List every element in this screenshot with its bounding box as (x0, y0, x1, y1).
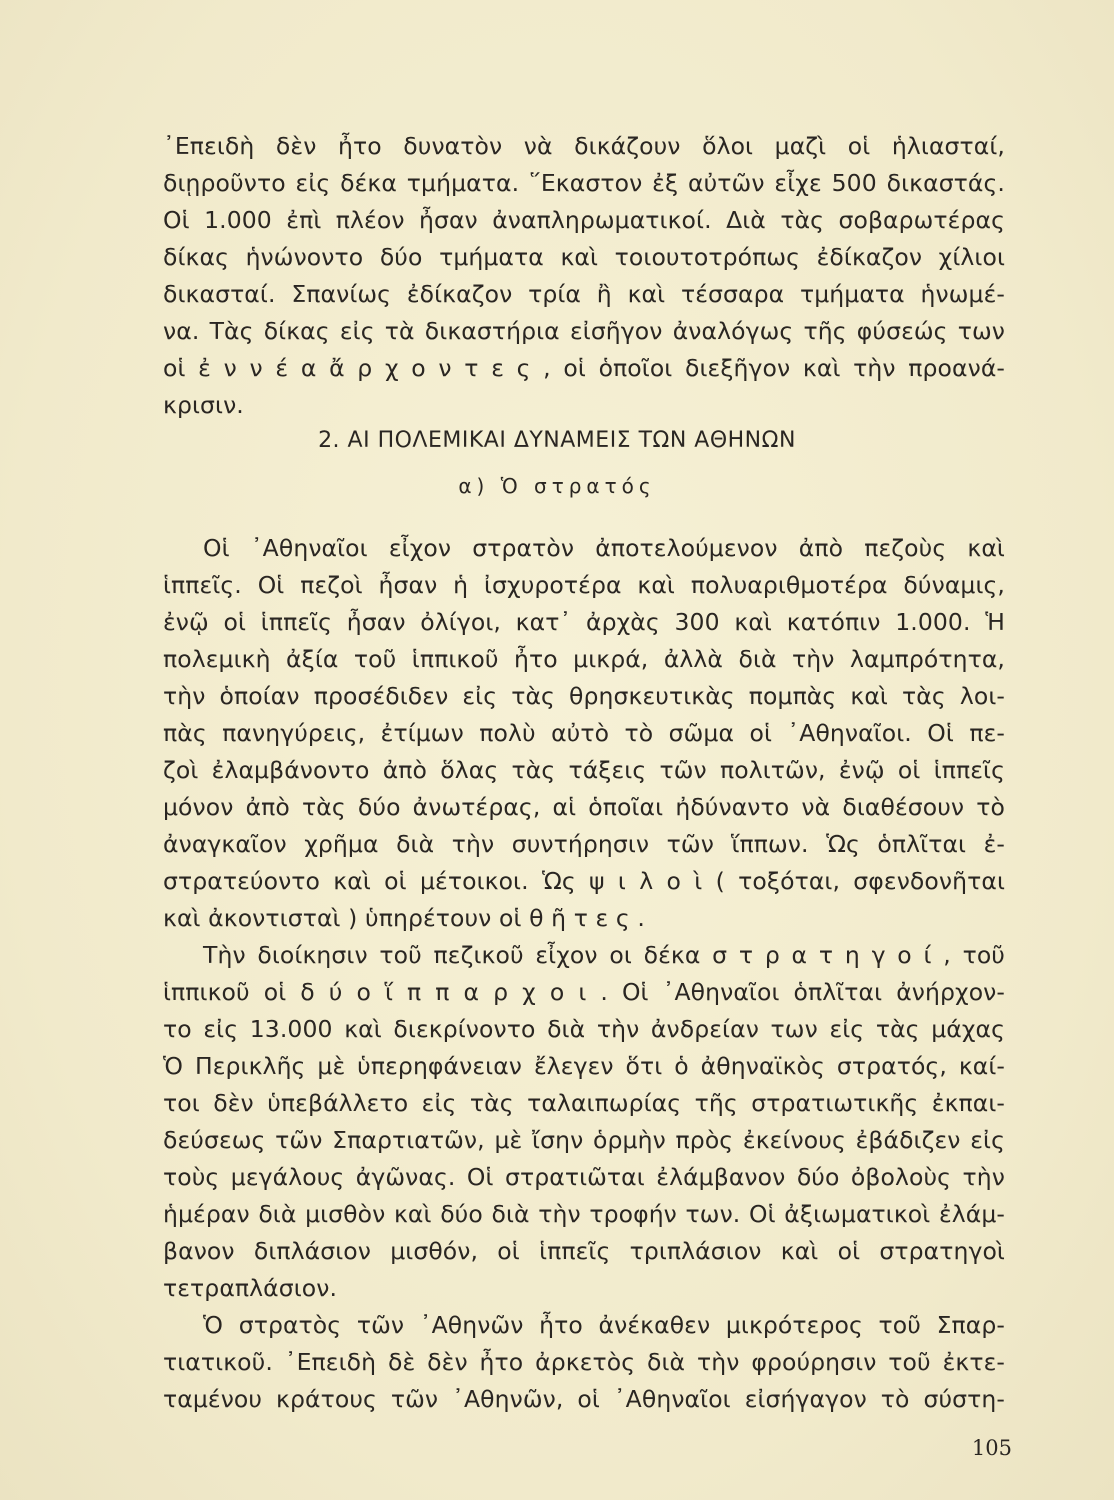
text-line: δίκας ἡνώνοντο δύο τμήματα καὶ τοιουτοτρόπως ἐδίκαζον χίλιοι (163, 243, 1005, 271)
text-line: τετραπλάσιον. (163, 1274, 338, 1302)
text-line: πολεμικὴ ἀξία τοῦ ἱππικοῦ ἦτο μικρά, ἀλλὰ διὰ τὴν λαμπρότητα, (163, 645, 1005, 673)
text-line: διῃροῦντο εἰς δέκα τμήματα. ῞Εκαστον ἐξ αὐτῶν εἶχε 500 δικαστάς. (163, 169, 1005, 197)
text-line: ἐνῷ οἱ ἱππεῖς ἦσαν ὀλίγοι, κατ᾿ ἀρχὰς 300 καὶ κατόπιν 1.000. Ἡ (163, 608, 1005, 636)
text-line: τοὺς μεγάλους ἀγῶνας. Οἱ στρατιῶται ἐλάμβανον δύο ὀβολοὺς τὴν (163, 1163, 1005, 1191)
text-line: δικασταί. Σπανίως ἐδίκαζον τρία ἢ καὶ τέσσαρα τμήματα ἡνωμέ- (163, 280, 1005, 308)
text-line: οἱ ἐ ν ν έ α ἄ ρ χ ο ν τ ε ς , οἱ ὁποῖοι διεξῆγον καὶ τὴν προανά- (163, 354, 1005, 382)
text-line: καὶ ἀκοντισταὶ ) ὑπηρέτουν οἱ θ ῆ τ ε ς . (163, 904, 645, 932)
text-line: δεύσεως τῶν Σπαρτιατῶν, μὲ ἴσην ὁρμὴν πρὸς ἐκείνους ἐβάδιζεν εἰς (163, 1126, 1005, 1154)
text-line: το εἰς 13.000 καὶ διεκρίνοντο διὰ τὴν ἀνδρείαν των εἰς τὰς μάχας (163, 1015, 1005, 1043)
text-line: πὰς πανηγύρεις, ἐτίμων πολὺ αὐτὸ τὸ σῶμα οἱ ᾿Αθηναῖοι. Οἱ πε- (163, 719, 1005, 747)
text-line: ἡμέραν διὰ μισθὸν καὶ δύο διὰ τὴν τροφήν των. Οἱ ἀξιωματικοὶ ἐλάμ- (163, 1200, 1005, 1228)
text-line: μόνον ἀπὸ τὰς δύο ἀνωτέρας, αἱ ὁποῖαι ἠδύναντο νὰ διαθέσουν τὸ (163, 793, 1005, 821)
section-heading: 2. ΑΙ ΠΟΛΕΜΙΚΑΙ ΔΥΝΑΜΕΙΣ ΤΩΝ ΑΘΗΝΩΝ (318, 428, 796, 453)
page-number: 105 (971, 1436, 1012, 1460)
text-line: κρισιν. (163, 391, 244, 419)
text-line: ζοὶ ἐλαμβάνοντο ἀπὸ ὅλας τὰς τάξεις τῶν πολιτῶν, ἐνῷ οἱ ἱππεῖς (163, 756, 1005, 784)
text-line: Οἱ ᾿Αθηναῖοι εἶχον στρατὸν ἀποτελούμενον ἀπὸ πεζοὺς καὶ (203, 534, 1005, 562)
subsection-heading: α) Ὁ στρατός (458, 474, 656, 498)
text-line: Ὁ στρατὸς τῶν ᾿Αθηνῶν ἦτο ἀνέκαθεν μικρότερος τοῦ Σπαρ- (203, 1311, 1005, 1339)
text-line: ἱππεῖς. Οἱ πεζοὶ ἦσαν ἡ ἰσχυροτέρα καὶ πολυαριθμοτέρα δύναμις, (163, 571, 1005, 599)
text-line: ἱππικοῦ οἱ δ ύ ο ἵ π π α ρ χ ο ι . Οἱ ᾿Αθηναῖοι ὁπλῖται ἀνήρχον- (163, 978, 1005, 1006)
text-line: να. Τὰς δίκας εἰς τὰ δικαστήρια εἰσῆγον ἀναλόγως τῆς φύσεώς των (163, 317, 1005, 345)
text-line: στρατεύοντο καὶ οἱ μέτοικοι. Ὡς ψ ι λ ο ὶ ( τοξόται, σφενδονῆται (163, 867, 1005, 895)
text-line: τὴν ὁποίαν προσέδιδεν εἰς τὰς θρησκευτικὰς πομπὰς καὶ τὰς λοι- (163, 682, 1005, 710)
text-line: βανον διπλάσιον μισθόν, οἱ ἱππεῖς τριπλάσιον καὶ οἱ στρατηγοὶ (163, 1237, 1005, 1265)
text-line: Οἱ 1.000 ἐπὶ πλέον ἦσαν ἀναπληρωματικοί. Διὰ τὰς σοβαρωτέρας (163, 206, 1005, 234)
text-line: ἀναγκαῖον χρῆμα διὰ τὴν συντήρησιν τῶν ἵππων. Ὡς ὁπλῖται ἐ- (163, 830, 1005, 858)
text-line: ᾿Επειδὴ δὲν ἦτο δυνατὸν νὰ δικάζουν ὅλοι μαζὶ οἱ ἡλιασταί, (163, 132, 1005, 160)
text-line: τιατικοῦ. ᾿Επειδὴ δὲ δὲν ἦτο ἀρκετὸς διὰ τὴν φρούρησιν τοῦ ἐκτε- (163, 1348, 1005, 1376)
text-line: Τὴν διοίκησιν τοῦ πεζικοῦ εἶχον οι δέκα σ τ ρ α τ η γ ο ί , τοῦ (203, 941, 1005, 969)
text-line: Ὁ Περικλῆς μὲ ὑπερηφάνειαν ἔλεγεν ὅτι ὁ ἀθηναϊκὸς στρατός, καί- (163, 1052, 1005, 1080)
text-line: ταμένου κράτους τῶν ᾿Αθηνῶν, οἱ ᾿Αθηναῖοι εἰσήγαγον τὸ σύστη- (163, 1385, 1005, 1413)
text-line: τοι δὲν ὑπεβάλλετο εἰς τὰς ταλαιπωρίας τῆς στρατιωτικῆς ἐκπαι- (163, 1089, 1005, 1117)
